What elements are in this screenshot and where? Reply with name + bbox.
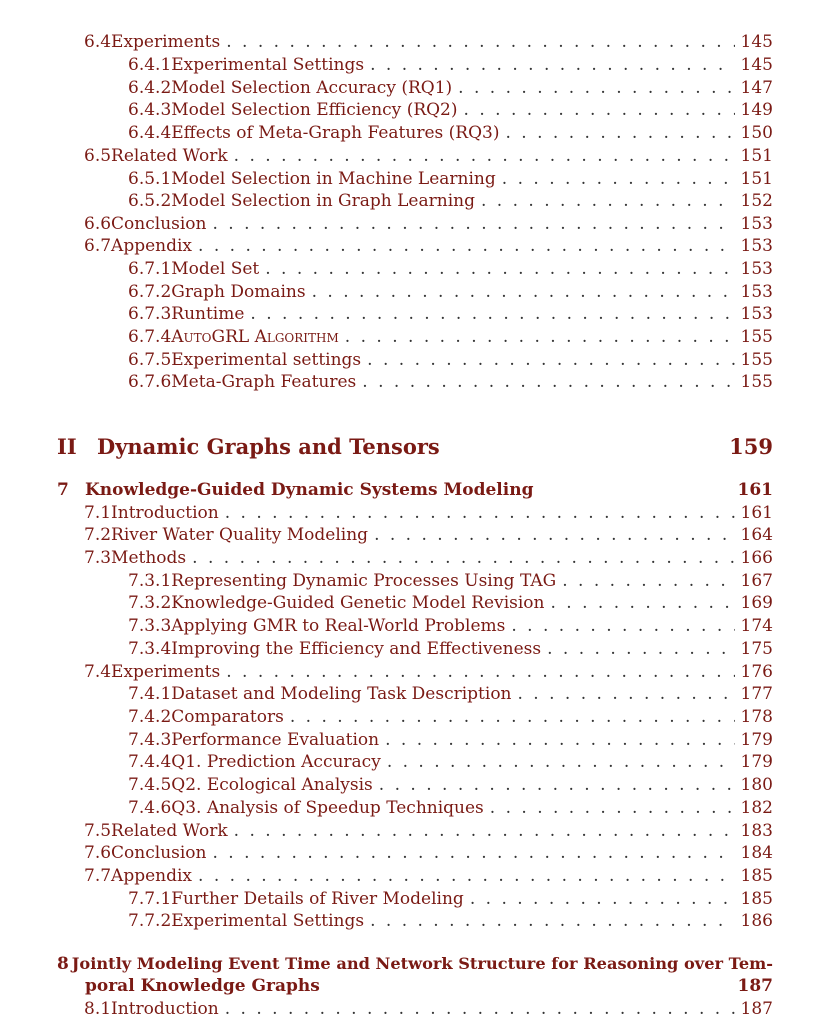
- toc-title: Model Selection in Graph Learning: [171, 191, 475, 211]
- toc-title: Experimental Settings: [171, 911, 365, 931]
- toc-page-number: 159: [729, 434, 773, 459]
- toc-title: Model Set: [171, 259, 260, 279]
- toc-leader-dots: [370, 910, 734, 932]
- toc-page-number: 150: [740, 123, 773, 143]
- toc-entry-7-7-1[interactable]: [128, 888, 773, 910]
- toc-title: Meta-Graph Features: [171, 372, 357, 392]
- toc-number: 7.4.4: [128, 752, 172, 772]
- toc-entry-7-4-2[interactable]: [128, 706, 773, 728]
- toc-title: Model Selection in Machine Learning: [171, 169, 496, 189]
- toc-leader-dots: [213, 842, 735, 864]
- toc-leader-dots: [226, 31, 734, 53]
- toc-title: Appendix: [111, 236, 193, 256]
- toc-number: 6.4.4: [128, 123, 172, 143]
- toc-page-number: 153: [740, 282, 773, 302]
- toc-number: 6.7.6: [128, 372, 172, 392]
- toc-entry-7-6[interactable]: [84, 842, 773, 864]
- toc-entry-6-7-3[interactable]: [128, 303, 773, 325]
- toc-leader-dots: [385, 729, 734, 751]
- toc-title: Related Work: [111, 821, 228, 841]
- toc-leader-dots: [225, 998, 735, 1020]
- toc-entry-7-7-2[interactable]: [128, 910, 773, 932]
- toc-number: 6.4.3: [128, 100, 172, 120]
- toc-page-number: 176: [740, 662, 773, 682]
- toc-title: Graph Domains: [171, 282, 306, 302]
- toc-entry-6-4-3[interactable]: [128, 99, 773, 121]
- toc-leader-dots: [458, 77, 734, 99]
- toc-title: Dataset and Modeling Task Description: [171, 684, 512, 704]
- toc-leader-dots: [511, 615, 734, 637]
- toc-leader-dots: [374, 524, 734, 546]
- toc-chapter-number: 7: [57, 480, 69, 500]
- toc-page-number: 161: [740, 503, 773, 523]
- toc-title: Model Selection Accuracy (RQ1): [171, 78, 453, 98]
- toc-leader-dots: [198, 235, 735, 257]
- toc-entry-7-2[interactable]: [84, 524, 773, 546]
- toc-number: 6.5.1: [128, 169, 172, 189]
- toc-title: Conclusion: [111, 214, 207, 234]
- toc-page-number: 178: [740, 707, 773, 727]
- toc-page-number: 187: [740, 999, 773, 1019]
- toc-number: 6.7.3: [128, 304, 172, 324]
- toc-leader-dots: [225, 502, 735, 524]
- toc-title: Q3. Analysis of Speedup Techniques: [171, 798, 484, 818]
- toc-entry-7-5[interactable]: [84, 820, 773, 842]
- toc-entry-6-7[interactable]: [84, 235, 773, 257]
- toc-title: Introduction: [111, 999, 219, 1019]
- toc-page-number: 166: [740, 548, 773, 568]
- toc-title: Experimental settings: [171, 350, 362, 370]
- toc-leader-dots: [250, 303, 734, 325]
- toc-entry-7-4-1[interactable]: [128, 683, 773, 705]
- toc-number: 7.7: [84, 866, 112, 886]
- toc-title: Further Details of River Modeling: [171, 889, 464, 909]
- toc-number: 6.7.5: [128, 350, 172, 370]
- toc-leader-dots: [464, 99, 735, 121]
- toc-entry-6-5-1[interactable]: [128, 168, 773, 190]
- toc-number: 6.4: [84, 32, 112, 52]
- toc-leader-dots: [547, 638, 734, 660]
- toc-page-number: 151: [740, 146, 773, 166]
- toc-chapter-title: Knowledge-Guided Dynamic Systems Modeling: [85, 480, 534, 500]
- toc-title: AutoGRL Algorithm: [171, 327, 339, 347]
- toc-entry-6-4-4[interactable]: [128, 122, 773, 144]
- toc-title: Q1. Prediction Accuracy: [171, 752, 381, 772]
- toc-number: 7.3.3: [128, 616, 172, 636]
- toc-number: 6.4.2: [128, 78, 172, 98]
- toc-title: Representing Dynamic Processes Using TAG: [171, 571, 557, 591]
- toc-entry-7-3-1[interactable]: [128, 570, 773, 592]
- toc-page-number: 177: [740, 684, 773, 704]
- toc-chapter-number: 8: [57, 954, 69, 974]
- toc-title: Performance Evaluation: [171, 730, 380, 750]
- toc-leader-dots: [198, 865, 735, 887]
- toc-title: Experimental Settings: [171, 55, 365, 75]
- toc-leader-dots: [562, 570, 734, 592]
- toc-entry-8-1[interactable]: [84, 998, 773, 1020]
- toc-title: Effects of Meta-Graph Features (RQ3): [171, 123, 500, 143]
- toc-title: Runtime: [171, 304, 245, 324]
- toc-entry-6-5[interactable]: [84, 145, 773, 167]
- toc-entry-6-6[interactable]: [84, 213, 773, 235]
- toc-page-number: 174: [740, 616, 773, 636]
- toc-page-number: 179: [740, 752, 773, 772]
- toc-number: 7.3: [84, 548, 112, 568]
- toc-part-title: Dynamic Graphs and Tensors: [97, 434, 440, 459]
- toc-entry-7-4-3[interactable]: [128, 729, 773, 751]
- toc-entry-7-3-4[interactable]: [128, 638, 773, 660]
- toc-page-number: 179: [740, 730, 773, 750]
- toc-title: Methods: [111, 548, 187, 568]
- toc-title: Q2. Ecological Analysis: [171, 775, 373, 795]
- toc-page-number: 149: [740, 100, 773, 120]
- toc-entry-7-3[interactable]: [84, 547, 773, 569]
- toc-page-number: 167: [740, 571, 773, 591]
- toc-number: 7.2: [84, 525, 112, 545]
- toc-page-number: 185: [740, 866, 773, 886]
- toc-leader-dots: [502, 168, 735, 190]
- toc-chapter-8[interactable]: [57, 953, 773, 975]
- toc-number: 7.4.5: [128, 775, 172, 795]
- toc-leader-dots: [345, 326, 735, 348]
- toc-leader-dots: [379, 774, 735, 796]
- toc-page-number: 155: [740, 372, 773, 392]
- toc-entry-6-7-1[interactable]: [128, 258, 773, 280]
- toc-page-number: 169: [740, 593, 773, 613]
- toc-page-number: 145: [740, 55, 773, 75]
- toc-title: River Water Quality Modeling: [111, 525, 369, 545]
- toc-number: 8.1: [84, 999, 112, 1019]
- toc-entry-6-4-2[interactable]: [128, 77, 773, 99]
- toc-page-number: 155: [740, 350, 773, 370]
- toc-number: 7.7.2: [128, 911, 172, 931]
- toc-number: 6.7: [84, 236, 112, 256]
- toc-page-number: 151: [740, 169, 773, 189]
- toc-number: 7.3.1: [128, 571, 172, 591]
- toc-leader-dots: [505, 122, 734, 144]
- toc-entry-6-4[interactable]: [84, 31, 773, 53]
- toc-page-number: 183: [740, 821, 773, 841]
- toc-title: Related Work: [111, 146, 228, 166]
- toc-title: Introduction: [111, 503, 219, 523]
- toc-title: Experiments: [111, 32, 221, 52]
- toc-title: Appendix: [111, 866, 193, 886]
- toc-number: 7.3.2: [128, 593, 172, 613]
- toc-leader-dots: [234, 820, 735, 842]
- toc-title: Conclusion: [111, 843, 207, 863]
- toc-title: Improving the Efficiency and Effectiveness: [171, 639, 542, 659]
- toc-leader-dots: [312, 281, 735, 303]
- toc-number: 7.4.6: [128, 798, 172, 818]
- toc-page-number: 153: [740, 236, 773, 256]
- toc-number: 6.7.4: [128, 327, 172, 347]
- toc-page-number: 145: [740, 32, 773, 52]
- toc-page-number: 180: [740, 775, 773, 795]
- toc-number: 6.7.1: [128, 259, 172, 279]
- toc-entry-6-5-2[interactable]: [128, 190, 773, 212]
- toc-number: 6.4.1: [128, 55, 172, 75]
- toc-number: 7.5: [84, 821, 112, 841]
- toc-number: 6.7.2: [128, 282, 172, 302]
- toc-page-number: 152: [740, 191, 773, 211]
- toc-leader-dots: [370, 54, 734, 76]
- toc-entry-7-4-4[interactable]: [128, 751, 773, 773]
- toc-leader-dots: [387, 751, 735, 773]
- toc-page-number: 153: [740, 259, 773, 279]
- toc-page-number: 161: [737, 480, 773, 500]
- toc-chapter-title-line-1: Jointly Modeling Event Time and Network Structure for Reasoning over Tem-: [71, 954, 773, 973]
- toc-entry-7-4-5[interactable]: [128, 774, 773, 796]
- toc-page-number: 153: [740, 304, 773, 324]
- toc-page-number: 147: [740, 78, 773, 98]
- toc-chapter-title-line-2: poral Knowledge Graphs: [85, 976, 320, 996]
- toc-leader-dots: [490, 797, 735, 819]
- toc-leader-dots: [265, 258, 734, 280]
- toc-title: Applying GMR to Real-World Problems: [171, 616, 506, 636]
- toc-page-number: 185: [740, 889, 773, 909]
- toc-number: 6.5.2: [128, 191, 172, 211]
- toc-number: 7.4: [84, 662, 112, 682]
- toc-number: 6.6: [84, 214, 112, 234]
- toc-leader-dots: [226, 661, 734, 683]
- toc-entry-6-7-2[interactable]: [128, 281, 773, 303]
- toc-chapter-7[interactable]: [57, 479, 773, 501]
- toc-number: 7.4.2: [128, 707, 172, 727]
- toc-leader-dots: [550, 592, 734, 614]
- toc-entry-7-1[interactable]: [84, 502, 773, 524]
- toc-number: 7.1: [84, 503, 112, 523]
- toc-title: Knowledge-Guided Genetic Model Revision: [171, 593, 545, 613]
- toc-number: 7.3.4: [128, 639, 172, 659]
- toc-page-number: 164: [740, 525, 773, 545]
- toc-entry-7-4[interactable]: [84, 661, 773, 683]
- toc-part-2[interactable]: [57, 433, 773, 461]
- toc-chapter-8-line-2[interactable]: [85, 975, 773, 997]
- toc-leader-dots: [481, 190, 735, 212]
- toc-page-number: 153: [740, 214, 773, 234]
- toc-number: 6.5: [84, 146, 112, 166]
- toc-entry-6-4-1[interactable]: [128, 54, 773, 76]
- toc-page-number: 155: [740, 327, 773, 347]
- toc-number: 7.6: [84, 843, 112, 863]
- toc-entry-7-4-6[interactable]: [128, 797, 773, 819]
- toc-entry-7-7[interactable]: [84, 865, 773, 887]
- toc-leader-dots: [290, 706, 735, 728]
- toc-leader-dots: [470, 888, 735, 910]
- toc-leader-dots: [518, 683, 735, 705]
- toc-entry-6-7-4[interactable]: [128, 326, 773, 348]
- toc-number: 7.7.1: [128, 889, 172, 909]
- toc-title: Model Selection Efficiency (RQ2): [171, 100, 458, 120]
- toc-page-number: 187: [737, 976, 773, 996]
- toc-number: 7.4.1: [128, 684, 172, 704]
- toc-entry-6-7-5[interactable]: [128, 349, 773, 371]
- toc-entry-7-3-2[interactable]: [128, 592, 773, 614]
- toc-leader-dots: [192, 547, 734, 569]
- toc-leader-dots: [367, 349, 734, 371]
- toc-page-number: 175: [740, 639, 773, 659]
- toc-page-number: 182: [740, 798, 773, 818]
- toc-number: 7.4.3: [128, 730, 172, 750]
- toc-leader-dots: [213, 213, 735, 235]
- toc-title: Experiments: [111, 662, 221, 682]
- toc-leader-dots: [362, 371, 734, 393]
- toc-title: Comparators: [171, 707, 284, 727]
- toc-page-number: 186: [740, 911, 773, 931]
- toc-page-number: 184: [740, 843, 773, 863]
- toc-entry-6-7-6[interactable]: [128, 371, 773, 393]
- toc-leader-dots: [234, 145, 735, 167]
- toc-part-number: II: [57, 434, 77, 459]
- toc-entry-7-3-3[interactable]: [128, 615, 773, 637]
